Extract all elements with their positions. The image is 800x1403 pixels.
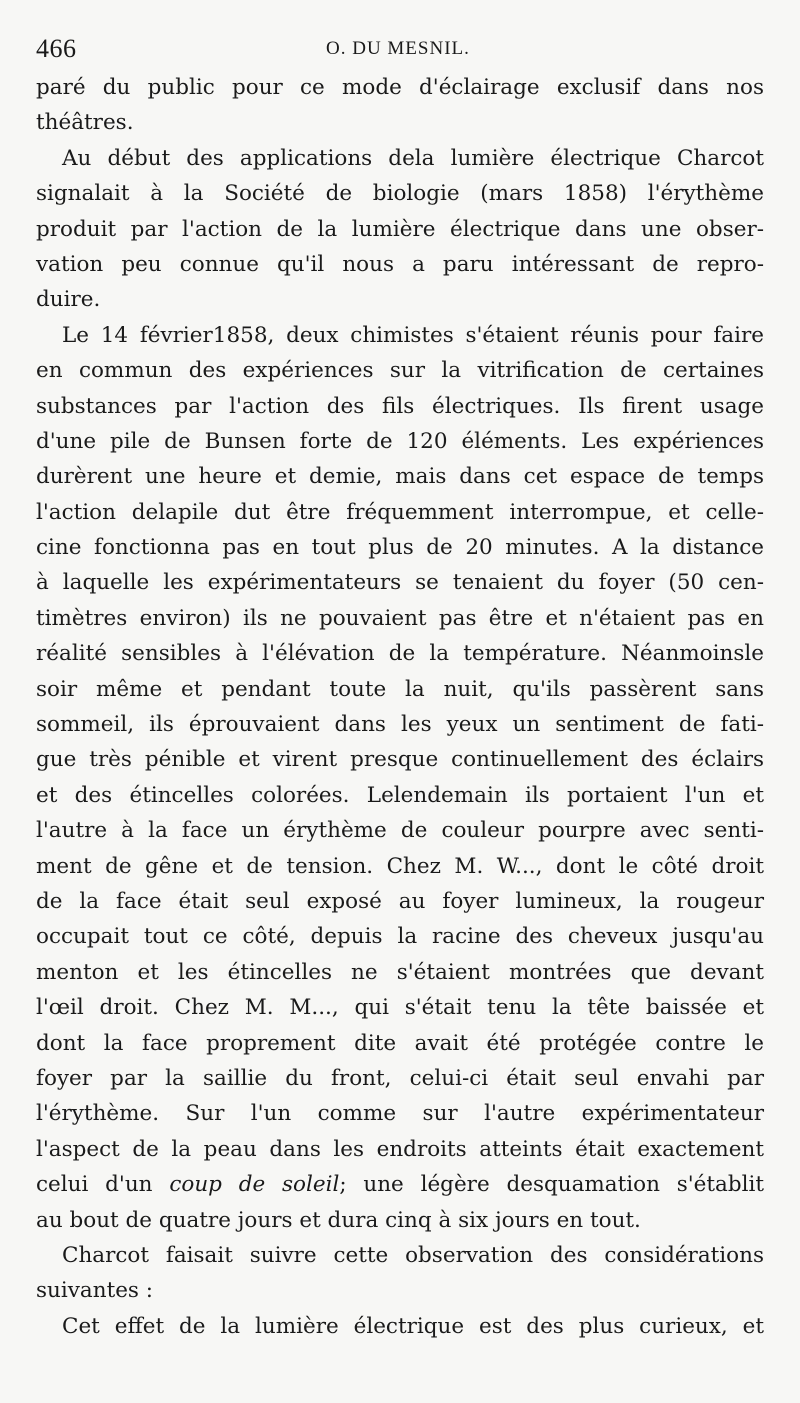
text-line: timètres environ) ils ne pouvaient pas être et n'étaient pas en [36, 605, 764, 631]
text-line: à laquelle les expérimentateurs se tenaient du foyer (50 cen- [36, 570, 764, 596]
page-number: 466 [36, 34, 77, 63]
text-line: réalité sensibles à l'élévation de la température. Néanmoinsle [36, 641, 764, 667]
text-line: menton et les étincelles ne s'étaient montrées que devant [36, 959, 764, 985]
text-line: Cet effet de la lumière électrique est des plus curieux, et [62, 1313, 764, 1339]
text-line: d'une pile de Bunsen forte de 120 éléments. Les expériences [36, 428, 764, 454]
text-line: signalait à la Société de biologie (mars 1858) l'érythème [36, 181, 764, 207]
text-line: suivantes : [36, 1278, 154, 1304]
text-line: soir même et pendant toute la nuit, qu'ils passèrent sans [36, 676, 764, 702]
text-line: duire. [36, 287, 101, 313]
text-line: Au début des applications dela lumière électrique Charcot [62, 145, 764, 171]
text-line: sommeil, ils éprouvaient dans les yeux un sentiment de fati- [36, 712, 764, 738]
text-line: durèrent une heure et demie, mais dans cet espace de temps [36, 464, 764, 490]
text-line: substances par l'action des fils électriques. Ils firent usage [36, 393, 764, 419]
text-line: de la face était seul exposé au foyer lumineux, la rougeur [36, 888, 764, 914]
page-header [36, 34, 760, 70]
text-line: gue très pénible et virent presque continuellement des éclairs [36, 747, 764, 773]
text-line: théâtres. [36, 110, 134, 136]
text-line: au bout de quatre jours et dura cinq à six jours en tout. [36, 1207, 641, 1233]
body-text [36, 70, 764, 1344]
text-line: Charcot faisait suivre cette observation des considérations [62, 1242, 764, 1268]
text-line: l'œil droit. Chez M. M..., qui s'était tenu la tête baissée et [36, 995, 764, 1021]
text-line: l'autre à la face un érythème de couleur pourpre avec senti- [36, 818, 764, 844]
text-line: produit par l'action de la lumière électrique dans une obser- [36, 216, 764, 242]
text-line: vation peu connue qu'il nous a paru intéressant de repro- [36, 251, 764, 277]
text-line: foyer par la saillie du front, celui-ci était seul envahi par [36, 1065, 764, 1091]
text-line: l'érythème. Sur l'un comme sur l'autre expérimentateur [36, 1101, 764, 1127]
text-line: en commun des expériences sur la vitrification de certaines [36, 358, 764, 384]
text-line: Le 14 février1858, deux chimistes s'étaient réunis pour faire [62, 322, 764, 348]
text-line: paré du public pour ce mode d'éclairage exclusif dans nos [36, 75, 764, 100]
text-line: ment de gêne et de tension. Chez M. W..., dont le côté droit [36, 853, 764, 879]
text-line: et des étincelles colorées. Lelendemain ils portaient l'un et [36, 782, 764, 808]
text-line: dont la face proprement dite avait été protégée contre le [36, 1030, 764, 1056]
text-line: l'action delapile dut être fréquemment interrompue, et celle- [36, 499, 764, 525]
emphasis: coup de soleil [169, 1172, 340, 1198]
text-line: celui d'un coup de soleil; une légère desquamation s'établit [36, 1172, 764, 1198]
text-line: cine fonctionna pas en tout plus de 20 minutes. A la distance [36, 535, 764, 561]
running-head: O. DU MESNIL. [326, 38, 470, 59]
text-line: occupait tout ce côté, depuis la racine des cheveux jusqu'au [36, 924, 764, 950]
text-line: l'aspect de la peau dans les endroits atteints était exactement [36, 1136, 764, 1162]
